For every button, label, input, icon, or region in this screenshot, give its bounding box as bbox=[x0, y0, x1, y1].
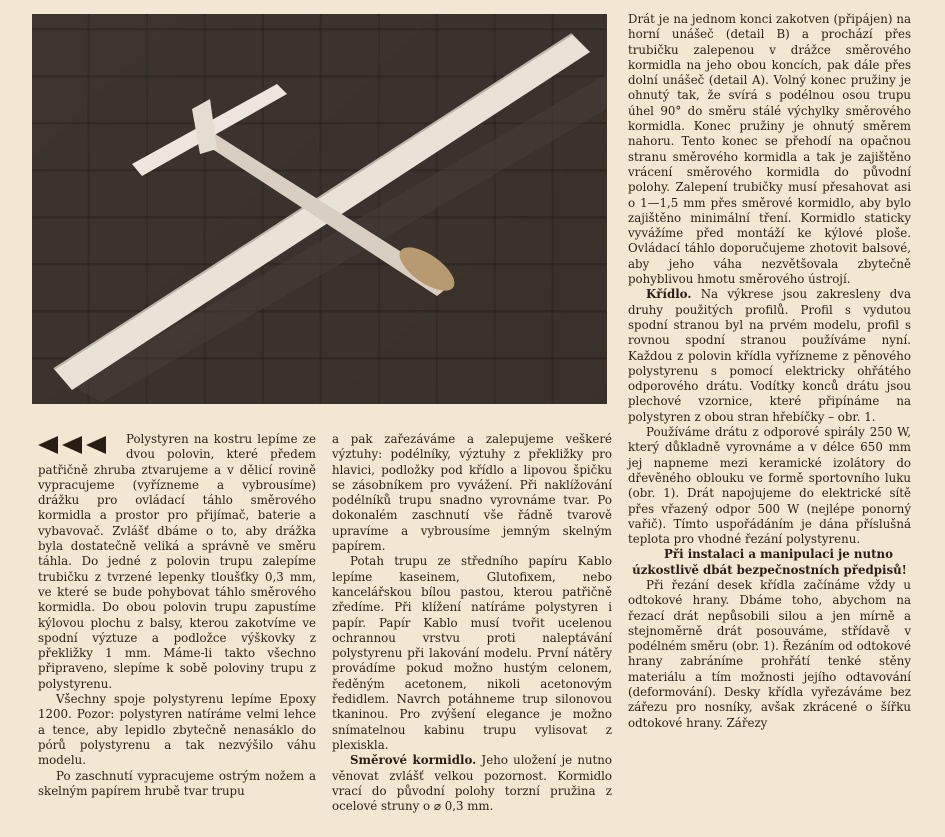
section-heading-wing: Křídlo. bbox=[646, 287, 692, 302]
col2-paragraph-3: Směrové kormidlo. Jeho uložení je nutno věnovat zvlášť velkou pozornost. Kormidlo vrací do původní polohy torzní pružina z ocelové struny o ⌀ 0,3 mm. bbox=[332, 753, 612, 814]
col1-paragraph-3: Po zaschnutí vypracujeme ostrým nožem a skelným papírem hrubě tvar trupu bbox=[38, 768, 316, 798]
col2-paragraph-2: Potah trupu ze středního papíru Kablo lepíme kaseinem, Glutofixem, nebo kancelářskou bílou pastou, kterou patřičně zředíme. Při klížení natíráme polystyren i papír. Papír Kablo musí tvořit ucelenou ochrannou vrstvu proti naleptávání polystyrenu při lakování modelu. První nátěry provádíme pokud možno hustým celonem, ředěným acetonem, nikoli acetonovým ředidlem. Navrch potáhneme trup silonovou tkaninou. Pro zvýšení elegance je možno snímatelnou kabinu trupu vylisovat z plexiskla. bbox=[332, 554, 612, 752]
col3-paragraph-2: Křídlo. Na výkrese jsou zakresleny dva druhy použitých profilů. Profil s vydutou spodní stranou byl na prvém modelu, profil s rovnou spodní stranou používáme nyní. Každou z polovin křídla vyřízneme z pěnového polystyrenu s pomocí elektricky ohřátého odporového drátu. Vodítky konců drátu jsou plechové vzornice, které připínáme na polystyren z obou stran hřebíčky – obr. 1. bbox=[628, 287, 911, 424]
column-3 bbox=[628, 12, 911, 731]
col2-paragraph-1: a pak zařezáváme a zalepujeme veškeré výztuhy: podélníky, výztuhy z překližky pro hlavici, podložky pod křídlo a lipovou špičku se zásobníkem pro vyvážení. Při naklížování podélníků trupu snadno vyrovnáme tvar. Po dokonalém zaschnutí vše řádně tvarově upravíme a vybrousíme jemným skelným papírem. bbox=[332, 432, 612, 554]
glider-shadow bbox=[72, 74, 607, 402]
col1-paragraph-2: Všechny spoje polystyrenu lepíme Epoxy 1200. Pozor: polystyren natíráme velmi lehce a tence, aby lepidlo zbytečně nenasáklo do pórů polystyrenu a tak nezvýšilo váhu modelu. bbox=[38, 692, 316, 768]
glider-fin bbox=[192, 99, 217, 154]
col3-paragraph-4: Při řezání desek křídla začínáme vždy u odtokové hrany. Dbáme toho, abychom na řezací drát nepůsobili silou a jen mírně a stejnoměrně drát posouváme, střídavě v podélném směru (obr. 1). Řezáním od odtokové hrany zabráníme prohřátí tenké stěny materiálu a tím možnosti jejího odtavování (deformování). Desky křídla vyřezáváme bez zářezu pro nosníky, avšak zkrácené o šířku odtokové hrany. Zářezy bbox=[628, 577, 911, 730]
safety-warning: Při instalaci a manipulaci je nutno úzkostlivě dbát bezpečnostních předpisů! bbox=[632, 547, 907, 577]
back-arrows-icon bbox=[38, 432, 118, 458]
glider-model-illustration bbox=[32, 14, 607, 404]
col3-paragraph-3: Používáme drátu z odporové spirály 250 W, který důkladně vyrovnáme a v délce 650 mm jej napneme mezi keramické izolátory do dřevěného oblouku ve formě sportovního luku (obr. 1). Drát napojujeme do elektrické sítě přes vřazený odpor 500 W (nejlépe ponorný vařič). Tímto uspořádáním je dána příslušná teplota pro vhodné řezání polystyrenu. bbox=[628, 425, 911, 547]
column-1 bbox=[38, 432, 316, 799]
column-2 bbox=[332, 432, 612, 814]
section-heading-rudder: Směrové kormidlo. bbox=[350, 753, 477, 768]
col1-paragraph-1: Polystyren na kostru lepíme ze dvou polovin, které předem patřičně zhruba ztvarujeme a v dělicí rovině vypracujeme (vyřízneme a vybrousíme) drážku pro ovládací táhlo směrového kormidla a prostor pro přijímač, baterie a vybavovač. Zvlášť dbáme o to, aby drážka byla dostatečně veliká a správně ve směru táhla. Do jedné z polovin trupu zalepíme trubičku z tvrzené lepenky tloušťky 0,3 mm, ve které se bude pohybovat táhlo směrového kormidla. Do obou polovin trupu zapustíme kýlovou plochu z balsy, kterou zakotvíme ve spodní výztuze a podložce výškovky z překližky 1 mm. Máme-li takto všechno připraveno, slepíme k sobě poloviny trupu z polystyrenu. bbox=[38, 432, 316, 691]
glider-photo bbox=[32, 14, 607, 404]
col3-paragraph-1: Drát je na jednom konci zakotven (připájen) na horní unášeč (detail B) a prochází přes trubičku zalepenou v drážce směrového kormidla na jeho obou koncích, pak dále přes dolní unášeč (detail A). Volný konec pružiny je ohnutý tak, že svírá s podélnou osou trupu úhel 90° do směru stálé výchylky směrového kormidla. Konec pružiny je ohnutý směrem nahoru. Tento konec se přehodí na opačnou stranu směrového kormidla a tak je zajištěno vrácení směrového kormidla do původní polohy. Zalepení trubičky musí přesahovat asi o 1—1,5 mm přes směrové kormidlo, aby bylo zajištěno minimální tření. Kormidlo staticky vyvážíme před montáží ke kýlové ploše. Ovládací táhlo doporučujeme zhotovit balsové, aby jeho váha nezvětšovala zbytečně pohyblivou hmotu směrového ústrojí. bbox=[628, 12, 911, 287]
